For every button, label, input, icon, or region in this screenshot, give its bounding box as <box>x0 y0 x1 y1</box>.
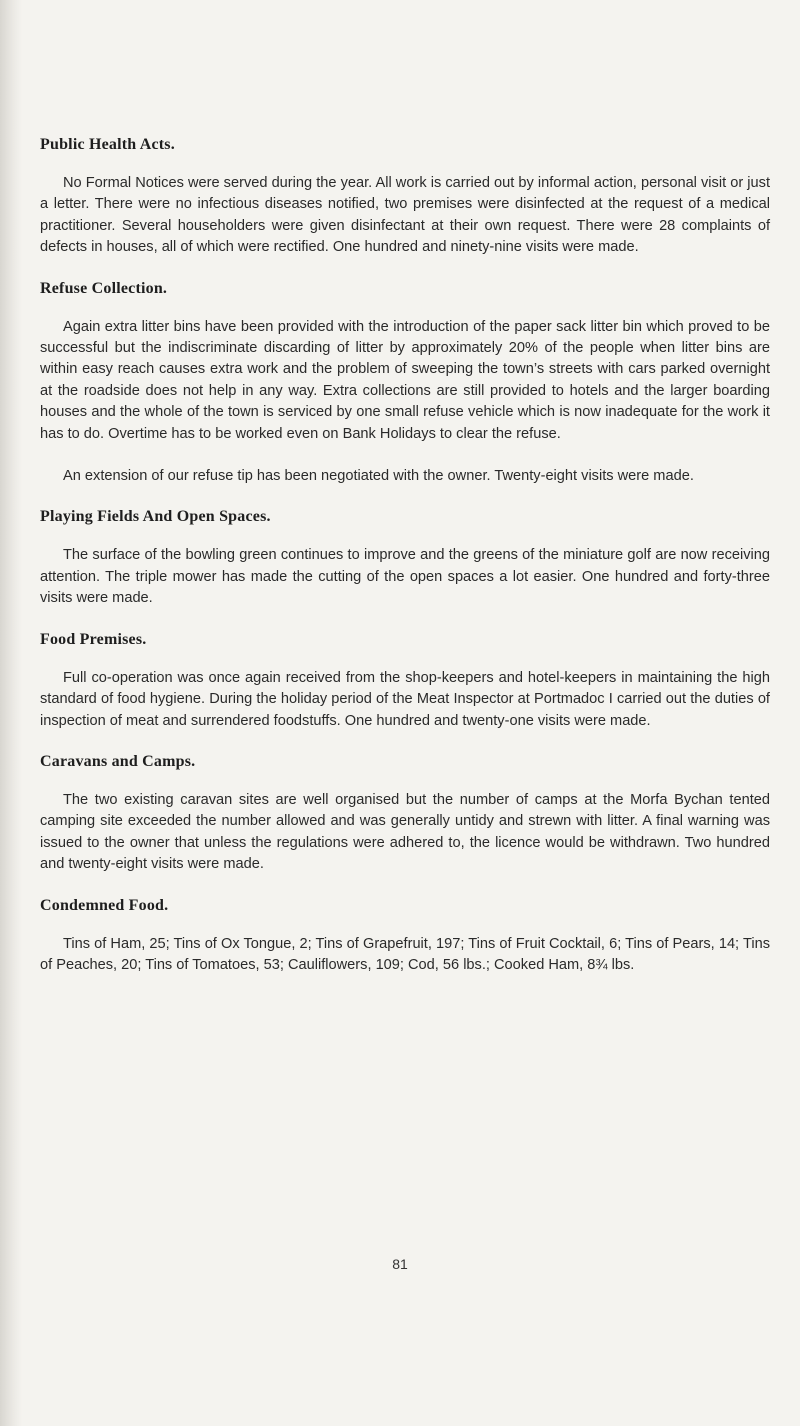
section-condemned-food <box>40 897 770 977</box>
section-heading: Refuse Collection. <box>40 279 168 297</box>
paragraph: The surface of the bowling green continues to improve and the greens of the miniature golf are now receiving attention. The triple mower has made the cutting of the open spaces a lot easier. One hundred and forty-three visits were made. <box>40 547 770 607</box>
section-playing-fields <box>40 508 770 609</box>
paragraph: Full co-operation was once again received from the shop-keepers and hotel-keepers in maintaining the high standard of food hygiene. During the holiday period of the Meat Inspector at Portmadoc I carried out the duties of inspection of meat and surrendered foodstuffs. One hundred and twenty-one visits were made. <box>40 669 770 729</box>
section-heading: Condemned Food. <box>40 896 169 914</box>
paragraph: An extension of our refuse tip has been negotiated with the owner. Twenty-eight visits were made. <box>63 468 694 485</box>
paragraph: Again extra litter bins have been provided with the introduction of the paper sack litter bin which proved to be successful but the indiscriminate discarding of litter by approximately 20% of the people when litter bins are within easy reach causes extra work and the problem of sweeping the town’s streets with cars parked overnight at the roadside does not help in any way. Extra collections are still provided to hotels and the larger boarding houses and the whole of the town is serviced by one small refuse vehicle which is now inadequate for the work it has to do. Overtime has to be worked even on Bank Holidays to clear the refuse. <box>40 318 770 442</box>
section-public-health-acts <box>40 136 770 259</box>
section-caravans-and-camps <box>40 753 770 876</box>
paragraph: The two existing caravan sites are well organised but the number of camps at the Morfa Bychan tented camping site exceeded the number allowed and was generally untidy and strewn with litter. A final warning was issued to the owner that unless the regulations were adhered to, the licence would be withdrawn. Two hundred and twenty-eight visits were made. <box>40 791 770 873</box>
section-heading: Playing Fields And Open Spaces. <box>40 508 271 526</box>
page-number: 81 <box>392 1256 408 1272</box>
document-body <box>40 136 770 997</box>
paragraph: No Formal Notices were served during the year. All work is carried out by informal action, personal visit or just a letter. There were no infectious diseases notified, two premises were disinfected at the request of a medical practitioner. Several householders were given disinfectant at their own request. There were 28 complaints of defects in houses, all of which were rectified. One hundred and ninety-nine visits were made. <box>40 175 770 256</box>
section-refuse-collection <box>40 280 770 488</box>
section-heading: Caravans and Camps. <box>40 752 196 770</box>
section-heading: Food Premises. <box>40 630 147 648</box>
section-heading: Public Health Acts. <box>40 136 175 153</box>
page-binding-edge <box>0 0 22 1426</box>
section-food-premises <box>40 631 770 732</box>
paragraph: Tins of Ham, 25; Tins of Ox Tongue, 2; Tins of Grapefruit, 197; Tins of Fruit Cocktail, 6; Tins of Pears, 14; Tins of Peaches, 20; Tins of Tomatoes, 53; Cauliflowers, 109; Cod, 56 lbs.; Cooked Ham, 8¾ lbs. <box>40 935 770 973</box>
